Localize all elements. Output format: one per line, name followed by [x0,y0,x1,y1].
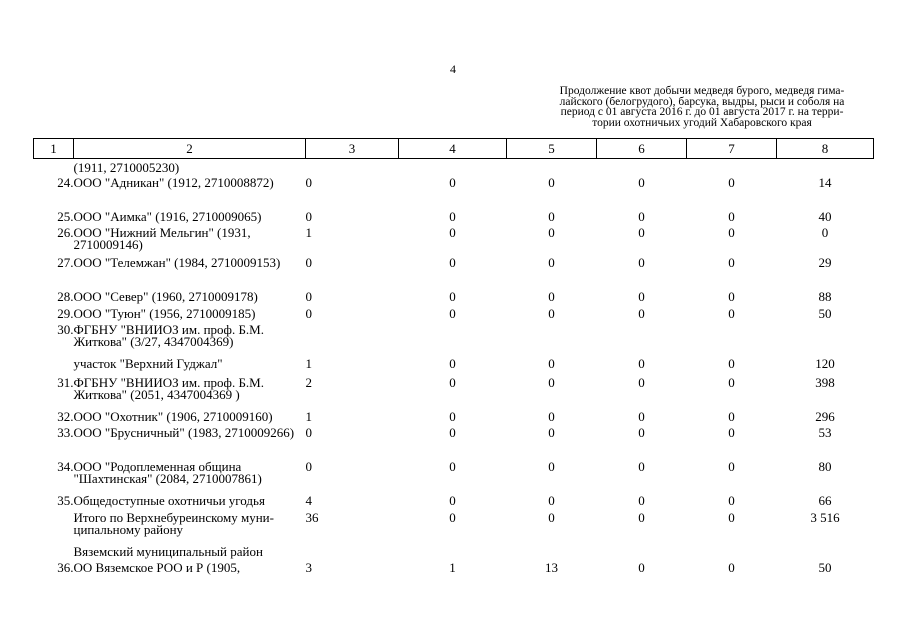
quota-cell: 0 [548,425,555,440]
organization-cell: ООО "Охотник" (1906, 2710009160) [73,409,273,424]
quota-cell [687,321,777,355]
quota-cell: 0 [638,560,645,575]
quota-cell [777,159,874,175]
quota-cell: 3 516 [810,510,840,525]
quota-cell [306,321,399,355]
quota-cell: 0 [449,289,456,304]
organization-cell: (1911, 2710005230) [73,160,180,175]
quota-cell [399,321,507,355]
quota-cell: 0 [548,375,555,390]
quota-cell: 80 [818,459,832,474]
column-header: 6 [597,139,687,159]
quota-cell: 296 [815,409,835,424]
column-header: 8 [777,139,874,159]
organization-cell: ООО "Телемжан" (1984, 2710009153) [73,255,281,270]
row-number-cell: 30. [57,322,74,337]
quota-cell: 0 [728,356,735,371]
quota-cell: 0 [305,209,312,224]
quota-table [33,138,874,579]
quota-cell: 0 [638,510,645,525]
quota-cell: 14 [818,175,832,190]
table-row [34,288,874,305]
table-row [34,543,874,559]
organization-cell: ООО "Нижний Мельгин" (1931, 2710009146) [73,225,251,252]
table-row [34,305,874,321]
row-number-cell: 29. [57,306,74,321]
quota-cell [399,543,507,559]
organization-cell: Общедоступные охотничьи угодья [73,493,265,508]
quota-cell: 0 [548,409,555,424]
row-number-cell: 24. [57,175,74,190]
quota-cell: 0 [449,510,456,525]
organization-cell: ООО "Брусничный" (1983, 2710009266) [73,425,295,440]
quota-cell: 50 [818,306,832,321]
quota-cell: 0 [449,209,456,224]
quota-cell: 0 [305,425,312,440]
quota-cell: 0 [548,510,555,525]
quota-cell: 0 [305,289,312,304]
quota-cell [399,159,507,175]
table-row [34,424,874,458]
column-header: 4 [399,139,507,159]
quota-cell: 0 [449,225,456,240]
quota-cell: 0 [728,255,735,270]
quota-cell: 0 [728,425,735,440]
quota-cell [507,543,597,559]
quota-cell: 0 [449,306,456,321]
quota-cell: 1 [305,356,312,371]
column-header: 5 [507,139,597,159]
quota-cell: 0 [638,225,645,240]
table-row [34,509,874,543]
table-row [34,254,874,288]
column-header: 7 [687,139,777,159]
quota-cell [597,543,687,559]
row-number-cell [34,543,74,559]
quota-cell: 0 [548,493,555,508]
row-number-cell [34,159,74,175]
quota-cell: 0 [449,459,456,474]
organization-cell: ООО "Родоплеменная община "Шахтинская" (2084, 2710007861) [73,459,262,486]
quota-cell: 0 [449,255,456,270]
organization-cell: ООО "Аимка" (1916, 2710009065) [73,209,262,224]
column-header: 2 [74,139,306,159]
quota-cell: 0 [728,225,735,240]
organization-cell: ООО "Адникан" (1912, 2710008872) [73,175,274,190]
quota-cell: 120 [815,356,835,371]
quota-cell: 0 [548,175,555,190]
table-row [34,174,874,208]
organization-cell: Итого по Верхнебуреинскому муни- ципальному району [73,510,274,537]
quota-cell: 0 [728,209,735,224]
table-body [34,159,874,580]
row-number-cell [34,355,74,374]
table-row [34,208,874,224]
page-number: 4 [450,62,456,76]
table-row [34,355,874,374]
quota-cell: 13 [545,560,558,575]
quota-cell: 1 [449,560,456,575]
quota-cell: 0 [305,255,312,270]
quota-cell: 0 [638,459,645,474]
quota-cell: 0 [638,255,645,270]
table-row [34,374,874,408]
quota-cell: 0 [728,510,735,525]
quota-cell [507,321,597,355]
quota-cell: 0 [449,409,456,424]
quota-cell: 0 [728,289,735,304]
organization-cell: ФГБНУ "ВНИИОЗ им. проф. Б.М. Житкова" (3/27, 4347004369) [73,322,264,349]
quota-cell: 0 [638,409,645,424]
row-number-cell: 25. [57,209,74,224]
quota-cell [687,543,777,559]
quota-cell [306,543,399,559]
table-row [34,408,874,424]
table-row [34,559,874,579]
column-header: 1 [34,139,74,159]
row-number-cell: 36. [57,560,74,575]
quota-cell: 0 [548,209,555,224]
organization-cell: ФГБНУ "ВНИИОЗ им. проф. Б.М. Житкова" (2051, 4347004369 ) [73,375,264,402]
quota-cell: 0 [821,225,829,240]
caption-line: тории охотничьих угодий Хабаровского края [592,116,812,129]
quota-cell: 0 [638,356,645,371]
quota-cell: 66 [818,493,832,508]
quota-cell: 40 [818,209,832,224]
quota-cell: 29 [818,255,832,270]
quota-cell [597,159,687,175]
row-number-cell [34,509,74,543]
quota-cell: 36 [305,510,319,525]
quota-cell: 0 [548,306,555,321]
organization-cell: ООО "Туюн" (1956, 2710009185) [73,306,256,321]
quota-cell [777,543,874,559]
organization-cell: ОО Вяземское РОО и Р (1905, [73,560,241,575]
row-number-cell: 33. [57,425,74,440]
quota-cell: 0 [548,225,555,240]
row-number-cell: 31. [57,375,74,390]
quota-cell: 0 [728,459,735,474]
table-row [34,321,874,355]
table-caption [536,86,868,128]
quota-cell: 0 [548,459,555,474]
organization-cell: участок "Верхний Гуджал" [73,356,223,371]
quota-cell: 0 [638,493,645,508]
quota-cell: 0 [548,356,555,371]
row-number-cell: 26. [57,225,74,240]
caption-line: Продолжение квот добычи медведя бурого, медведя гима- [559,85,845,97]
quota-cell: 0 [449,356,456,371]
quota-cell: 0 [728,375,735,390]
quota-cell: 0 [449,493,456,508]
quota-cell: 0 [449,425,456,440]
row-number-cell: 28. [57,289,74,304]
caption-line: период с 01 августа 2016 г. до 01 августа 2017 г. на терри- [560,106,844,118]
quota-cell: 0 [728,306,735,321]
quota-cell: 0 [305,175,312,190]
quota-cell [507,159,597,175]
quota-cell: 0 [638,209,645,224]
organization-cell: ООО "Север" (1960, 2710009178) [73,289,258,304]
quota-cell: 0 [638,175,645,190]
caption-line: лайского (белогрудого), барсука, выдры, рыси и соболя на [559,95,845,108]
quota-cell: 0 [638,425,645,440]
quota-cell: 0 [728,493,735,508]
quota-cell: 0 [638,289,645,304]
quota-cell [687,159,777,175]
quota-cell: 88 [818,289,832,304]
row-number-cell: 27. [57,255,74,270]
quota-cell: 3 [305,560,312,575]
quota-cell: 0 [449,175,456,190]
quota-cell: 0 [638,306,645,321]
quota-cell: 0 [728,409,735,424]
quota-cell: 0 [305,306,312,321]
quota-cell [777,321,874,355]
quota-cell: 0 [728,175,735,190]
quota-cell: 0 [548,255,555,270]
organization-cell: Вяземский муниципальный район [73,544,263,559]
quota-cell: 1 [305,225,312,240]
table-row [34,492,874,509]
quota-cell: 0 [305,459,312,474]
quota-cell: 4 [305,493,312,508]
table-header-row [34,139,874,159]
quota-cell: 0 [548,289,555,304]
row-number-cell: 35. [57,493,74,508]
quota-cell: 0 [728,560,735,575]
quota-cell: 0 [638,375,645,390]
table-row [34,224,874,254]
row-number-cell: 32. [57,409,74,424]
quota-cell: 50 [818,560,832,575]
quota-cell [597,321,687,355]
table-row [34,159,874,175]
quota-cell: 2 [305,375,312,390]
quota-cell: 398 [815,375,835,390]
quota-cell: 53 [818,425,832,440]
quota-cell: 1 [305,409,312,424]
quota-cell: 0 [449,375,456,390]
table-row [34,458,874,492]
row-number-cell: 34. [57,459,74,474]
quota-cell [306,159,399,175]
column-header: 3 [306,139,399,159]
